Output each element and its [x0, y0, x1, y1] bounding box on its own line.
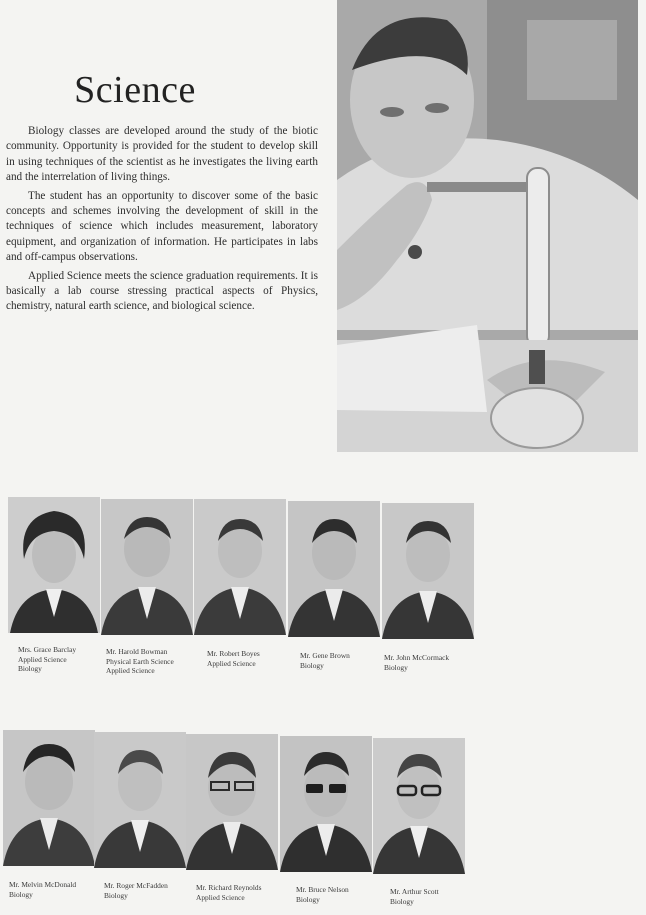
faculty-photo — [101, 499, 193, 635]
faculty-subject: Biology — [18, 664, 42, 674]
faculty-caption — [296, 885, 394, 904]
faculty-subject: Biology — [296, 894, 320, 904]
portrait-illustration — [3, 730, 95, 866]
portrait-illustration — [288, 501, 380, 637]
student-lab-photo — [337, 0, 638, 452]
portrait-illustration — [186, 734, 278, 870]
faculty-caption — [207, 649, 305, 668]
section-description — [6, 124, 318, 318]
faculty-photo — [280, 736, 372, 872]
faculty-name: Mr. Arthur Scott — [390, 887, 439, 896]
faculty-photo — [373, 738, 465, 874]
faculty-subject: Applied Science — [207, 658, 256, 668]
faculty-subject: Physical Earth Science — [106, 656, 174, 666]
faculty-photo — [94, 732, 186, 868]
faculty-photo — [8, 497, 100, 633]
faculty-caption — [9, 880, 107, 899]
portrait-illustration — [280, 736, 372, 872]
faculty-caption — [106, 647, 204, 676]
faculty-subject: Applied Science — [106, 666, 155, 676]
lab-photo-illustration — [337, 0, 638, 452]
portrait-illustration — [373, 738, 465, 874]
faculty-caption — [196, 883, 294, 902]
faculty-photo — [3, 730, 95, 866]
faculty-name: Mr. Richard Reynolds — [196, 883, 262, 892]
faculty-name: Mr. Gene Brown — [300, 651, 350, 660]
faculty-name: Mrs. Grace Barclay — [18, 645, 77, 654]
faculty-photo — [382, 503, 474, 639]
faculty-name: Mr. Harold Bowman — [106, 647, 168, 656]
faculty-subject: Biology — [300, 660, 324, 670]
faculty-caption — [18, 645, 116, 674]
portrait-illustration — [94, 732, 186, 868]
faculty-subject: Biology — [9, 889, 33, 899]
paragraph-concepts: The student has an opportunity to discover some of the basic concepts and schemes involving the development of skill in the techniques of science which includes measurement, laboratory equipment, and organization of information. He participates in labs and off-campus observations. — [6, 189, 318, 264]
faculty-photo — [194, 499, 286, 635]
faculty-caption — [390, 887, 488, 906]
paragraph-applied-science: Applied Science meets the science graduation requirements. It is basically a lab course stressing practical aspects of Physics, chemistry, natural earth science, and biological science. — [6, 269, 318, 313]
faculty-name: Mr. Melvin McDonald — [9, 880, 77, 889]
faculty-photo — [288, 501, 380, 637]
faculty-name: Mr. Roger McFadden — [104, 881, 168, 890]
faculty-photo — [186, 734, 278, 870]
faculty-subject: Applied Science — [196, 892, 245, 902]
faculty-name: Mr. Robert Boyes — [207, 649, 260, 658]
portrait-illustration — [382, 503, 474, 639]
portrait-illustration — [101, 499, 193, 635]
faculty-caption — [104, 881, 202, 900]
faculty-subject: Biology — [390, 896, 414, 906]
faculty-subject: Biology — [104, 890, 128, 900]
paragraph-biology: Biology classes are developed around the study of the biotic community. Opportunity is provided for the student to develop skill in using techniques of the scientist as he investigates the living earth and the interrelation of living things. — [6, 125, 318, 184]
portrait-illustration — [194, 499, 286, 635]
faculty-caption — [384, 653, 482, 672]
faculty-subject: Biology — [384, 662, 408, 672]
section-title: Science — [74, 69, 196, 111]
portrait-illustration — [8, 497, 100, 633]
faculty-name: Mr. John McCormack — [384, 653, 450, 662]
faculty-name: Mr. Bruce Nelson — [296, 885, 349, 894]
faculty-subject: Applied Science — [18, 654, 67, 664]
